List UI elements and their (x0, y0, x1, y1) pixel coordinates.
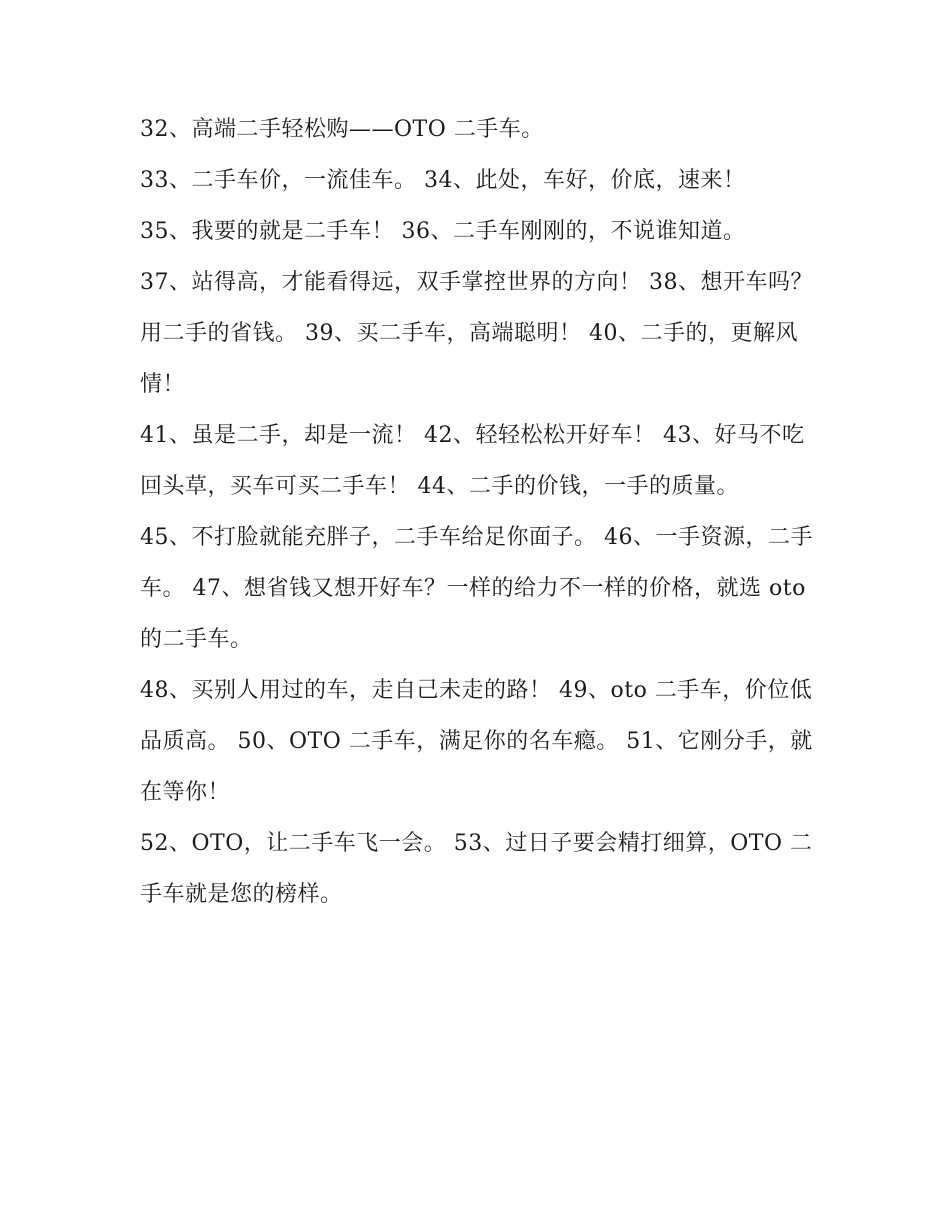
paragraph-slogans-48-51: 48、买别人用过的车，走自己未走的路！ 49、oto 二手车，价位低品质高。 50、OTO 二手车，满足你的名车瘾。 51、它刚分手，就在等你！ (140, 678, 813, 805)
document-body (140, 104, 820, 920)
paragraph-slogans-37-40: 37、站得高，才能看得远，双手掌控世界的方向！ 38、想开车吗？用二手的省钱。 39、买二手车，高端聪明！ 40、二手的，更解风情！ (140, 270, 813, 397)
paragraph-slogans-33-34: 33、二手车价，一流佳车。 34、此处，车好，价底，速来！ (140, 168, 746, 193)
paragraph-slogans-45-47: 45、不打脸就能充胖子，二手车给足你面子。 46、一手资源，二手车。 47、想省钱又想开好车？一样的给力不一样的价格，就选 oto 的二手车。 (140, 525, 813, 652)
paragraph-slogans-41-44: 41、虽是二手，却是一流！ 42、轻轻松松开好车！ 43、好马不吃回头草，买车可买二手车！ 44、二手的价钱，一手的质量。 (140, 423, 805, 499)
paragraph-slogans-35-36: 35、我要的就是二手车！ 36、二手车刚刚的，不说谁知道。 (140, 219, 746, 244)
paragraph-slogans-32: 32、高端二手轻松购——OTO 二手车。 (140, 117, 544, 142)
paragraph-slogans-52-53: 52、OTO，让二手车飞一会。 53、过日子要会精打细算，OTO 二手车就是您的榜样。 (140, 831, 813, 907)
